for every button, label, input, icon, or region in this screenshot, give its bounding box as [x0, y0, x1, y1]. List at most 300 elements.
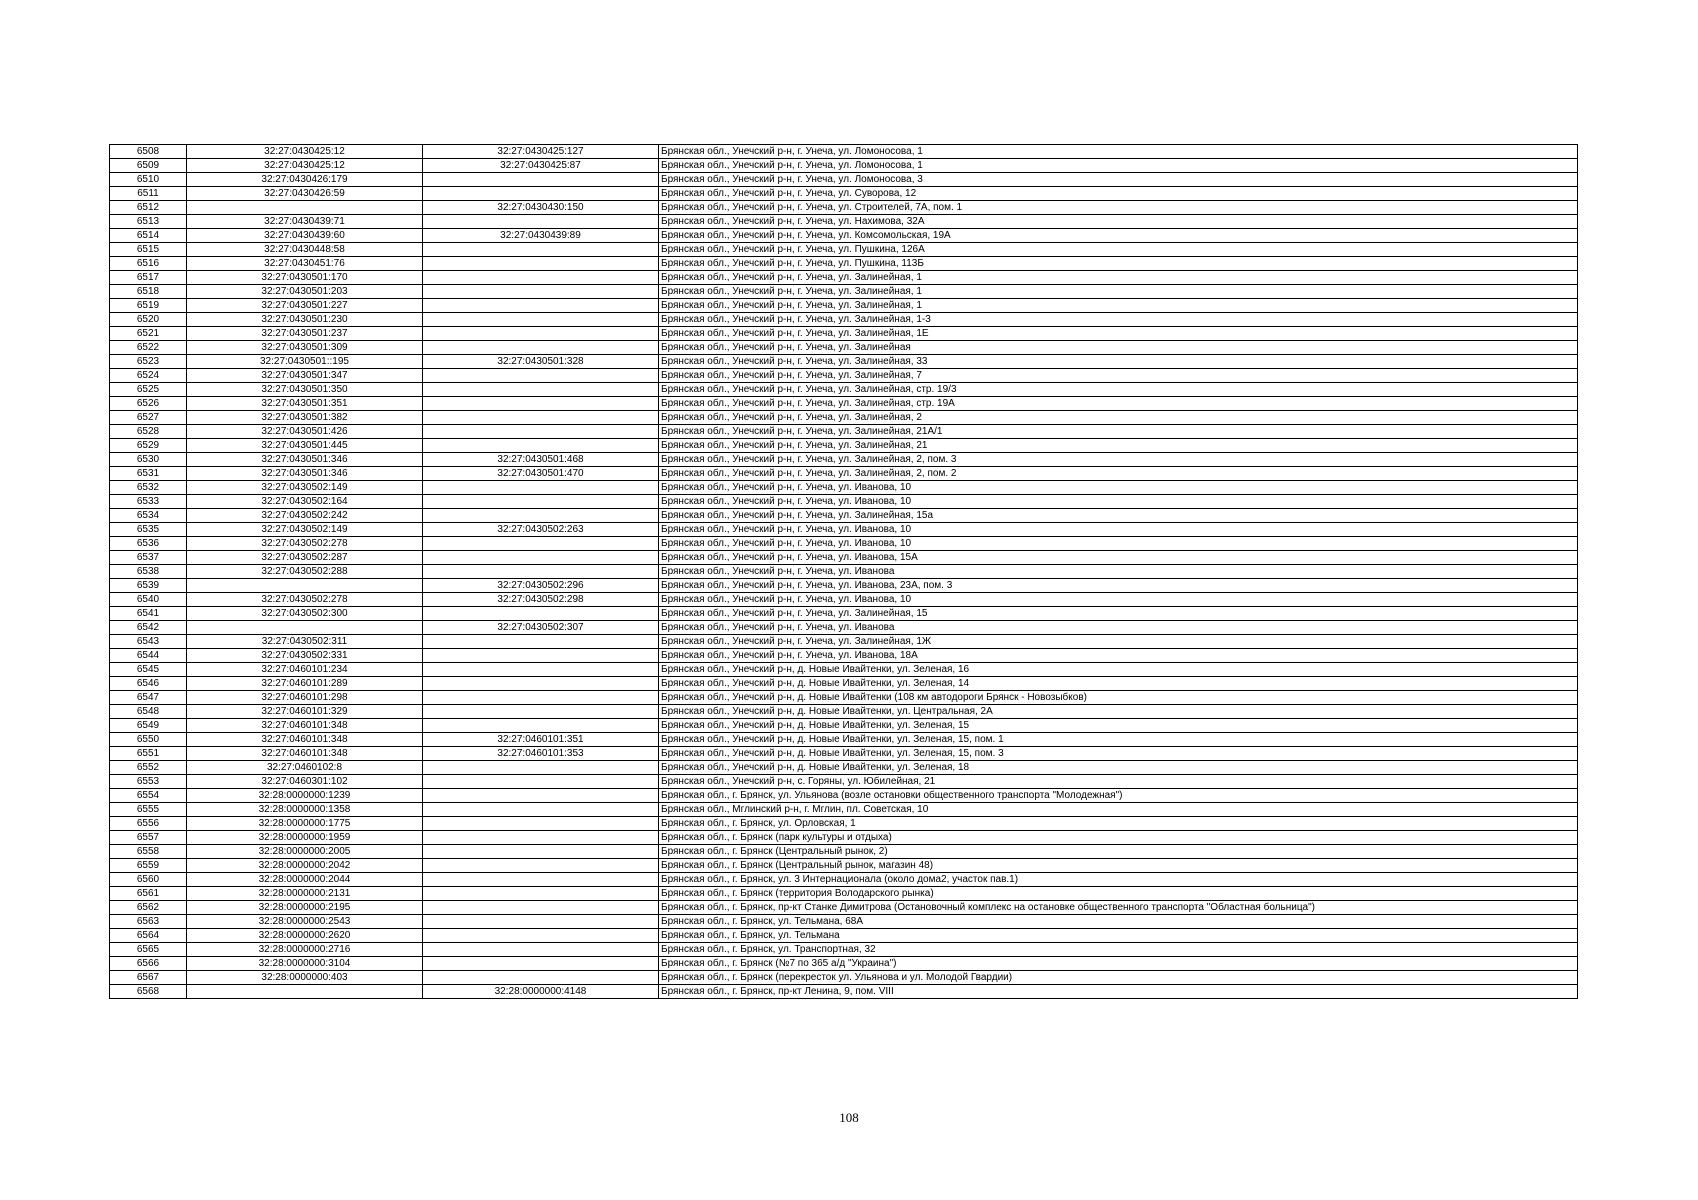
row-number-cell: 6530 — [110, 453, 187, 467]
table-row — [110, 537, 1578, 551]
parcel-cadastral-number-cell: 32:27:0430502:149 — [187, 481, 423, 495]
address-cell: Брянская обл., Унечский р-н, д. Новые Ивайтенки, ул. Центральная, 2А — [659, 705, 1578, 719]
object-cadastral-number-cell — [423, 929, 659, 943]
parcel-cadastral-number-cell: 32:27:0460101:289 — [187, 677, 423, 691]
address-cell: Брянская обл., Унечский р-н, г. Унеча, ул. Залинейная, 2 — [659, 411, 1578, 425]
object-cadastral-number-cell — [423, 495, 659, 509]
address-cell: Брянская обл., Унечский р-н, г. Унеча, ул. Иванова, 23А, пом. 3 — [659, 579, 1578, 593]
row-number-cell: 6562 — [110, 901, 187, 915]
parcel-cadastral-number-cell: 32:27:0430502:300 — [187, 607, 423, 621]
parcel-cadastral-number-cell: 32:27:0460101:234 — [187, 663, 423, 677]
parcel-cadastral-number-cell: 32:28:0000000:1959 — [187, 831, 423, 845]
address-cell: Брянская обл., Унечский р-н, г. Унеча, ул. Суворова, 12 — [659, 187, 1578, 201]
registry-table-body — [110, 145, 1578, 999]
object-cadastral-number-cell — [423, 285, 659, 299]
parcel-cadastral-number-cell: 32:27:0430502:311 — [187, 635, 423, 649]
address-cell: Брянская обл., г. Брянск, ул. Тельмана, 68А — [659, 915, 1578, 929]
parcel-cadastral-number-cell: 32:27:0430502:242 — [187, 509, 423, 523]
row-number-cell: 6540 — [110, 593, 187, 607]
row-number-cell: 6553 — [110, 775, 187, 789]
table-row — [110, 313, 1578, 327]
parcel-cadastral-number-cell: 32:27:0430502:164 — [187, 495, 423, 509]
parcel-cadastral-number-cell: 32:27:0430501:227 — [187, 299, 423, 313]
row-number-cell: 6521 — [110, 327, 187, 341]
row-number-cell: 6567 — [110, 971, 187, 985]
table-row — [110, 187, 1578, 201]
address-cell: Брянская обл., Унечский р-н, г. Унеча, ул. Залинейная, 1 — [659, 271, 1578, 285]
parcel-cadastral-number-cell: 32:27:0460101:348 — [187, 719, 423, 733]
row-number-cell: 6542 — [110, 621, 187, 635]
address-cell: Брянская обл., Унечский р-н, г. Унеча, ул. Залинейная, 1 — [659, 299, 1578, 313]
parcel-cadastral-number-cell: 32:27:0430502:288 — [187, 565, 423, 579]
object-cadastral-number-cell — [423, 663, 659, 677]
parcel-cadastral-number-cell: 32:27:0430501:309 — [187, 341, 423, 355]
object-cadastral-number-cell — [423, 971, 659, 985]
parcel-cadastral-number-cell — [187, 621, 423, 635]
row-number-cell: 6515 — [110, 243, 187, 257]
address-cell: Брянская обл., г. Брянск (№7 по 365 а/д "Украина") — [659, 957, 1578, 971]
parcel-cadastral-number-cell: 32:27:0430501:346 — [187, 453, 423, 467]
parcel-cadastral-number-cell: 32:27:0430501:351 — [187, 397, 423, 411]
object-cadastral-number-cell: 32:27:0430502:307 — [423, 621, 659, 635]
object-cadastral-number-cell — [423, 957, 659, 971]
address-cell: Брянская обл., Унечский р-н, г. Унеча, ул. Залинейная, 7 — [659, 369, 1578, 383]
row-number-cell: 6565 — [110, 943, 187, 957]
object-cadastral-number-cell — [423, 845, 659, 859]
address-cell: Брянская обл., Унечский р-н, г. Унеча, ул. Залинейная, 21А/1 — [659, 425, 1578, 439]
row-number-cell: 6549 — [110, 719, 187, 733]
table-row — [110, 327, 1578, 341]
object-cadastral-number-cell: 32:27:0430501:328 — [423, 355, 659, 369]
address-cell: Брянская обл., г. Брянск (Центральный рынок, магазин 48) — [659, 859, 1578, 873]
object-cadastral-number-cell: 32:27:0430501:468 — [423, 453, 659, 467]
table-row — [110, 551, 1578, 565]
address-cell: Брянская обл., г. Брянск (парк культуры и отдыха) — [659, 831, 1578, 845]
parcel-cadastral-number-cell: 32:27:0430439:60 — [187, 229, 423, 243]
object-cadastral-number-cell: 32:28:0000000:4148 — [423, 985, 659, 999]
parcel-cadastral-number-cell: 32:28:0000000:2044 — [187, 873, 423, 887]
parcel-cadastral-number-cell — [187, 579, 423, 593]
table-row — [110, 285, 1578, 299]
object-cadastral-number-cell — [423, 243, 659, 257]
address-cell: Брянская обл., Унечский р-н, г. Унеча, ул. Залинейная, 1 — [659, 285, 1578, 299]
page-number: 108 — [839, 1110, 859, 1125]
table-row — [110, 411, 1578, 425]
parcel-cadastral-number-cell: 32:27:0430501:346 — [187, 467, 423, 481]
table-row — [110, 635, 1578, 649]
parcel-cadastral-number-cell: 32:28:0000000:3104 — [187, 957, 423, 971]
address-cell: Брянская обл., Унечский р-н, г. Унеча, ул. Комсомольская, 19А — [659, 229, 1578, 243]
parcel-cadastral-number-cell: 32:27:0430501:237 — [187, 327, 423, 341]
table-row — [110, 873, 1578, 887]
table-row — [110, 257, 1578, 271]
table-row — [110, 775, 1578, 789]
row-number-cell: 6524 — [110, 369, 187, 383]
table-row — [110, 565, 1578, 579]
parcel-cadastral-number-cell: 32:28:0000000:2543 — [187, 915, 423, 929]
parcel-cadastral-number-cell: 32:28:0000000:2716 — [187, 943, 423, 957]
row-number-cell: 6523 — [110, 355, 187, 369]
table-row — [110, 817, 1578, 831]
row-number-cell: 6516 — [110, 257, 187, 271]
object-cadastral-number-cell — [423, 887, 659, 901]
table-row — [110, 271, 1578, 285]
object-cadastral-number-cell — [423, 789, 659, 803]
table-row — [110, 649, 1578, 663]
object-cadastral-number-cell — [423, 901, 659, 915]
row-number-cell: 6554 — [110, 789, 187, 803]
address-cell: Брянская обл., Унечский р-н, д. Новые Ивайтенки (108 км автодороги Брянск - Новозыбков) — [659, 691, 1578, 705]
object-cadastral-number-cell — [423, 691, 659, 705]
object-cadastral-number-cell — [423, 397, 659, 411]
parcel-cadastral-number-cell: 32:27:0430501::195 — [187, 355, 423, 369]
address-cell: Брянская обл., Унечский р-н, д. Новые Ивайтенки, ул. Зеленая, 15, пом. 3 — [659, 747, 1578, 761]
row-number-cell: 6509 — [110, 159, 187, 173]
table-row — [110, 593, 1578, 607]
address-cell: Брянская обл., Унечский р-н, г. Унеча, ул. Залинейная, 1Е — [659, 327, 1578, 341]
table-row — [110, 971, 1578, 985]
row-number-cell: 6519 — [110, 299, 187, 313]
table-row — [110, 607, 1578, 621]
object-cadastral-number-cell — [423, 551, 659, 565]
parcel-cadastral-number-cell: 32:28:0000000:2042 — [187, 859, 423, 873]
object-cadastral-number-cell — [423, 383, 659, 397]
row-number-cell: 6539 — [110, 579, 187, 593]
address-cell: Брянская обл., Унечский р-н, г. Унеча, ул. Залинейная, 2, пом. 3 — [659, 453, 1578, 467]
parcel-cadastral-number-cell: 32:27:0430448:58 — [187, 243, 423, 257]
table-row — [110, 341, 1578, 355]
row-number-cell: 6533 — [110, 495, 187, 509]
row-number-cell: 6514 — [110, 229, 187, 243]
object-cadastral-number-cell — [423, 537, 659, 551]
table-row — [110, 733, 1578, 747]
address-cell: Брянская обл., Унечский р-н, г. Унеча, ул. Залинейная, 2, пом. 2 — [659, 467, 1578, 481]
row-number-cell: 6525 — [110, 383, 187, 397]
object-cadastral-number-cell: 32:27:0460101:353 — [423, 747, 659, 761]
object-cadastral-number-cell: 32:27:0430430:150 — [423, 201, 659, 215]
address-cell: Брянская обл., Унечский р-н, г. Унеча, ул. Залинейная, 33 — [659, 355, 1578, 369]
object-cadastral-number-cell — [423, 943, 659, 957]
parcel-cadastral-number-cell: 32:27:0460102:8 — [187, 761, 423, 775]
object-cadastral-number-cell: 32:27:0430502:298 — [423, 593, 659, 607]
address-cell: Брянская обл., г. Брянск, ул. Орловская, 1 — [659, 817, 1578, 831]
row-number-cell: 6552 — [110, 761, 187, 775]
object-cadastral-number-cell — [423, 215, 659, 229]
table-row — [110, 663, 1578, 677]
row-number-cell: 6532 — [110, 481, 187, 495]
object-cadastral-number-cell — [423, 369, 659, 383]
table-row — [110, 173, 1578, 187]
row-number-cell: 6526 — [110, 397, 187, 411]
address-cell: Брянская обл., Унечский р-н, г. Унеча, ул. Нахимова, 32А — [659, 215, 1578, 229]
address-cell: Брянская обл., Унечский р-н, г. Унеча, ул. Иванова, 10 — [659, 495, 1578, 509]
address-cell: Брянская обл., Унечский р-н, г. Унеча, ул. Залинейная, стр. 19/3 — [659, 383, 1578, 397]
table-row — [110, 523, 1578, 537]
object-cadastral-number-cell — [423, 831, 659, 845]
object-cadastral-number-cell — [423, 817, 659, 831]
row-number-cell: 6538 — [110, 565, 187, 579]
row-number-cell: 6527 — [110, 411, 187, 425]
address-cell: Брянская обл., Унечский р-н, д. Новые Ивайтенки, ул. Зеленая, 15 — [659, 719, 1578, 733]
parcel-cadastral-number-cell: 32:28:0000000:1775 — [187, 817, 423, 831]
table-row — [110, 467, 1578, 481]
object-cadastral-number-cell: 32:27:0430501:470 — [423, 467, 659, 481]
object-cadastral-number-cell — [423, 425, 659, 439]
table-row — [110, 915, 1578, 929]
object-cadastral-number-cell — [423, 635, 659, 649]
row-number-cell: 6535 — [110, 523, 187, 537]
object-cadastral-number-cell — [423, 341, 659, 355]
address-cell: Брянская обл., Унечский р-н, г. Унеча, ул. Залинейная, 1-3 — [659, 313, 1578, 327]
address-cell: Брянская обл., Унечский р-н, г. Унеча, ул. Ломоносова, 3 — [659, 173, 1578, 187]
address-cell: Брянская обл., г. Брянск, ул. Транспортная, 32 — [659, 943, 1578, 957]
row-number-cell: 6534 — [110, 509, 187, 523]
table-row — [110, 495, 1578, 509]
table-row — [110, 355, 1578, 369]
parcel-cadastral-number-cell: 32:27:0430451:76 — [187, 257, 423, 271]
parcel-cadastral-number-cell: 32:27:0430501:203 — [187, 285, 423, 299]
address-cell: Брянская обл., Унечский р-н, г. Унеча, ул. Залинейная, 1Ж — [659, 635, 1578, 649]
address-cell: Брянская обл., Унечский р-н, г. Унеча, ул. Иванова, 10 — [659, 523, 1578, 537]
row-number-cell: 6518 — [110, 285, 187, 299]
table-row — [110, 831, 1578, 845]
row-number-cell: 6547 — [110, 691, 187, 705]
object-cadastral-number-cell — [423, 257, 659, 271]
table-row — [110, 761, 1578, 775]
object-cadastral-number-cell — [423, 299, 659, 313]
address-cell: Брянская обл., Унечский р-н, г. Унеча, ул. Иванова — [659, 565, 1578, 579]
table-row — [110, 201, 1578, 215]
row-number-cell: 6546 — [110, 677, 187, 691]
object-cadastral-number-cell — [423, 411, 659, 425]
parcel-cadastral-number-cell: 32:28:0000000:2005 — [187, 845, 423, 859]
address-cell: Брянская обл., Унечский р-н, г. Унеча, ул. Иванова, 10 — [659, 593, 1578, 607]
row-number-cell: 6537 — [110, 551, 187, 565]
object-cadastral-number-cell — [423, 509, 659, 523]
row-number-cell: 6548 — [110, 705, 187, 719]
object-cadastral-number-cell — [423, 481, 659, 495]
row-number-cell: 6568 — [110, 985, 187, 999]
table-row — [110, 397, 1578, 411]
object-cadastral-number-cell — [423, 271, 659, 285]
address-cell: Брянская обл., г. Брянск, ул. 3 Интернационала (около дома2, участок пав.1) — [659, 873, 1578, 887]
table-row — [110, 901, 1578, 915]
row-number-cell: 6511 — [110, 187, 187, 201]
address-cell: Брянская обл., г. Брянск, пр-кт Станке Димитрова (Остановочный комплекс на остановке общественного транспорта "Областная больница") — [659, 901, 1578, 915]
parcel-cadastral-number-cell: 32:27:0430501:350 — [187, 383, 423, 397]
table-row — [110, 621, 1578, 635]
object-cadastral-number-cell: 32:27:0430425:87 — [423, 159, 659, 173]
row-number-cell: 6517 — [110, 271, 187, 285]
row-number-cell: 6510 — [110, 173, 187, 187]
table-row — [110, 859, 1578, 873]
row-number-cell: 6563 — [110, 915, 187, 929]
address-cell: Брянская обл., Унечский р-н, г. Унеча, ул. Пушкина, 126А — [659, 243, 1578, 257]
table-row — [110, 887, 1578, 901]
row-number-cell: 6512 — [110, 201, 187, 215]
address-cell: Брянская обл., Унечский р-н, г. Унеча, ул. Иванова, 15А — [659, 551, 1578, 565]
address-cell: Брянская обл., Унечский р-н, г. Унеча, ул. Залинейная — [659, 341, 1578, 355]
address-cell: Брянская обл., Унечский р-н, г. Унеча, ул. Ломоносова, 1 — [659, 159, 1578, 173]
table-row — [110, 747, 1578, 761]
table-row — [110, 943, 1578, 957]
table-row — [110, 719, 1578, 733]
object-cadastral-number-cell — [423, 173, 659, 187]
parcel-cadastral-number-cell: 32:28:0000000:2620 — [187, 929, 423, 943]
parcel-cadastral-number-cell: 32:27:0430502:287 — [187, 551, 423, 565]
row-number-cell: 6536 — [110, 537, 187, 551]
object-cadastral-number-cell — [423, 565, 659, 579]
row-number-cell: 6566 — [110, 957, 187, 971]
object-cadastral-number-cell — [423, 859, 659, 873]
parcel-cadastral-number-cell: 32:27:0430501:382 — [187, 411, 423, 425]
row-number-cell: 6528 — [110, 425, 187, 439]
object-cadastral-number-cell — [423, 775, 659, 789]
row-number-cell: 6541 — [110, 607, 187, 621]
address-cell: Брянская обл., Унечский р-н, г. Унеча, ул. Иванова, 18А — [659, 649, 1578, 663]
parcel-cadastral-number-cell: 32:27:0460101:329 — [187, 705, 423, 719]
address-cell: Брянская обл., Унечский р-н, д. Новые Ивайтенки, ул. Зеленая, 16 — [659, 663, 1578, 677]
row-number-cell: 6529 — [110, 439, 187, 453]
object-cadastral-number-cell — [423, 719, 659, 733]
row-number-cell: 6545 — [110, 663, 187, 677]
address-cell: Брянская обл., Унечский р-н, г. Унеча, ул. Иванова, 10 — [659, 537, 1578, 551]
address-cell: Брянская обл., Унечский р-н, с. Горяны, ул. Юбилейная, 21 — [659, 775, 1578, 789]
address-cell: Брянская обл., Мглинский р-н, г. Мглин, пл. Советская, 10 — [659, 803, 1578, 817]
table-row — [110, 579, 1578, 593]
row-number-cell: 6561 — [110, 887, 187, 901]
row-number-cell: 6560 — [110, 873, 187, 887]
object-cadastral-number-cell — [423, 187, 659, 201]
parcel-cadastral-number-cell: 32:27:0460101:348 — [187, 747, 423, 761]
parcel-cadastral-number-cell: 32:28:0000000:403 — [187, 971, 423, 985]
parcel-cadastral-number-cell: 32:28:0000000:1239 — [187, 789, 423, 803]
table-row — [110, 677, 1578, 691]
object-cadastral-number-cell: 32:27:0430439:89 — [423, 229, 659, 243]
row-number-cell: 6543 — [110, 635, 187, 649]
address-cell: Брянская обл., Унечский р-н, г. Унеча, ул. Залинейная, 15а — [659, 509, 1578, 523]
parcel-cadastral-number-cell — [187, 985, 423, 999]
parcel-cadastral-number-cell: 32:28:0000000:1358 — [187, 803, 423, 817]
row-number-cell: 6550 — [110, 733, 187, 747]
parcel-cadastral-number-cell: 32:28:0000000:2195 — [187, 901, 423, 915]
table-row — [110, 691, 1578, 705]
address-cell: Брянская обл., г. Брянск (перекресток ул. Ульянова и ул. Молодой Гвардии) — [659, 971, 1578, 985]
table-row — [110, 845, 1578, 859]
object-cadastral-number-cell — [423, 313, 659, 327]
parcel-cadastral-number-cell: 32:27:0430426:59 — [187, 187, 423, 201]
address-cell: Брянская обл., г. Брянск (территория Володарского рынка) — [659, 887, 1578, 901]
row-number-cell: 6559 — [110, 859, 187, 873]
object-cadastral-number-cell — [423, 327, 659, 341]
row-number-cell: 6557 — [110, 831, 187, 845]
address-cell: Брянская обл., г. Брянск, ул. Тельмана — [659, 929, 1578, 943]
table-row — [110, 789, 1578, 803]
parcel-cadastral-number-cell: 32:27:0430502:149 — [187, 523, 423, 537]
row-number-cell: 6520 — [110, 313, 187, 327]
parcel-cadastral-number-cell: 32:27:0430501:230 — [187, 313, 423, 327]
parcel-cadastral-number-cell: 32:27:0460301:102 — [187, 775, 423, 789]
parcel-cadastral-number-cell: 32:27:0430502:331 — [187, 649, 423, 663]
table-row — [110, 481, 1578, 495]
object-cadastral-number-cell — [423, 761, 659, 775]
parcel-cadastral-number-cell: 32:27:0430439:71 — [187, 215, 423, 229]
parcel-cadastral-number-cell: 32:27:0430501:426 — [187, 425, 423, 439]
table-row — [110, 383, 1578, 397]
table-row — [110, 299, 1578, 313]
address-cell: Брянская обл., Унечский р-н, д. Новые Ивайтенки, ул. Зеленая, 18 — [659, 761, 1578, 775]
parcel-cadastral-number-cell: 32:27:0430425:12 — [187, 145, 423, 159]
parcel-cadastral-number-cell: 32:27:0430426:179 — [187, 173, 423, 187]
row-number-cell: 6551 — [110, 747, 187, 761]
address-cell: Брянская обл., Унечский р-н, г. Унеча, ул. Строителей, 7А, пом. 1 — [659, 201, 1578, 215]
parcel-cadastral-number-cell: 32:28:0000000:2131 — [187, 887, 423, 901]
table-row — [110, 145, 1578, 159]
parcel-cadastral-number-cell: 32:27:0430502:278 — [187, 593, 423, 607]
row-number-cell: 6564 — [110, 929, 187, 943]
row-number-cell: 6556 — [110, 817, 187, 831]
address-cell: Брянская обл., г. Брянск (Центральный рынок, 2) — [659, 845, 1578, 859]
object-cadastral-number-cell — [423, 873, 659, 887]
registry-table — [109, 144, 1578, 999]
object-cadastral-number-cell — [423, 803, 659, 817]
row-number-cell: 6558 — [110, 845, 187, 859]
address-cell: Брянская обл., Унечский р-н, д. Новые Ивайтенки, ул. Зеленая, 14 — [659, 677, 1578, 691]
table-row — [110, 215, 1578, 229]
parcel-cadastral-number-cell: 32:27:0430501:445 — [187, 439, 423, 453]
address-cell: Брянская обл., г. Брянск, ул. Ульянова (возле остановки общественного транспорта "Молодежная") — [659, 789, 1578, 803]
table-row — [110, 243, 1578, 257]
object-cadastral-number-cell — [423, 915, 659, 929]
address-cell: Брянская обл., г. Брянск, пр-кт Ленина, 9, пом. VIII — [659, 985, 1578, 999]
address-cell: Брянская обл., Унечский р-н, г. Унеча, ул. Ломоносова, 1 — [659, 145, 1578, 159]
table-row — [110, 439, 1578, 453]
object-cadastral-number-cell: 32:27:0460101:351 — [423, 733, 659, 747]
address-cell: Брянская обл., Унечский р-н, г. Унеча, ул. Залинейная, стр. 19А — [659, 397, 1578, 411]
address-cell: Брянская обл., Унечский р-н, д. Новые Ивайтенки, ул. Зеленая, 15, пом. 1 — [659, 733, 1578, 747]
parcel-cadastral-number-cell: 32:27:0430501:170 — [187, 271, 423, 285]
table-row — [110, 159, 1578, 173]
table-row — [110, 985, 1578, 999]
row-number-cell: 6522 — [110, 341, 187, 355]
object-cadastral-number-cell — [423, 439, 659, 453]
address-cell: Брянская обл., Унечский р-н, г. Унеча, ул. Пушкина, 113Б — [659, 257, 1578, 271]
object-cadastral-number-cell — [423, 649, 659, 663]
parcel-cadastral-number-cell: 32:27:0430501:347 — [187, 369, 423, 383]
object-cadastral-number-cell — [423, 705, 659, 719]
table-row — [110, 509, 1578, 523]
address-cell: Брянская обл., Унечский р-н, г. Унеча, ул. Иванова — [659, 621, 1578, 635]
table-row — [110, 453, 1578, 467]
table-row — [110, 929, 1578, 943]
address-cell: Брянская обл., Унечский р-н, г. Унеча, ул. Иванова, 10 — [659, 481, 1578, 495]
table-row — [110, 369, 1578, 383]
parcel-cadastral-number-cell: 32:27:0430425:12 — [187, 159, 423, 173]
object-cadastral-number-cell — [423, 607, 659, 621]
table-row — [110, 425, 1578, 439]
object-cadastral-number-cell — [423, 677, 659, 691]
row-number-cell: 6531 — [110, 467, 187, 481]
row-number-cell: 6513 — [110, 215, 187, 229]
row-number-cell: 6555 — [110, 803, 187, 817]
table-row — [110, 803, 1578, 817]
parcel-cadastral-number-cell — [187, 201, 423, 215]
row-number-cell: 6508 — [110, 145, 187, 159]
parcel-cadastral-number-cell: 32:27:0460101:348 — [187, 733, 423, 747]
object-cadastral-number-cell: 32:27:0430502:263 — [423, 523, 659, 537]
object-cadastral-number-cell: 32:27:0430502:296 — [423, 579, 659, 593]
parcel-cadastral-number-cell: 32:27:0460101:298 — [187, 691, 423, 705]
